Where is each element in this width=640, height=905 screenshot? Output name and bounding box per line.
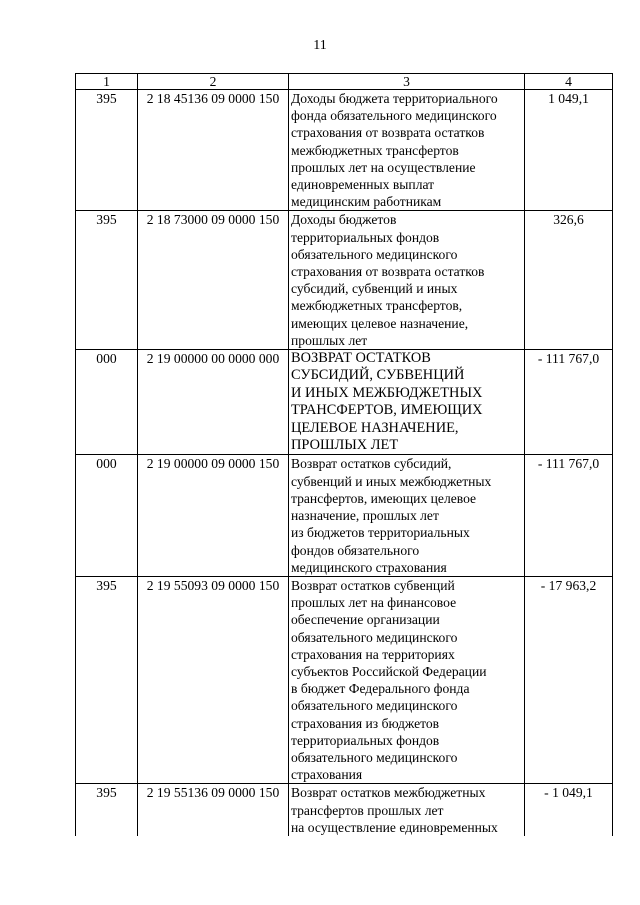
budget-classification-code-cell: 2 19 55136 09 0000 150 (138, 784, 289, 836)
revenue-name-line: ПРОШЛЫХ ЛЕТ (291, 437, 399, 454)
column-header-2: 2 (138, 74, 289, 90)
revenue-name-line: территориальных фондов (291, 229, 440, 245)
amount-cell: - 17 963,2 (525, 576, 613, 783)
admin-code-cell: 395 (76, 90, 138, 211)
revenue-name-line: обязательного медицинского (291, 749, 458, 765)
revenue-name-line: из бюджетов территориальных (291, 525, 470, 541)
table-row (76, 211, 613, 350)
revenue-name-line: назначение, прошлых лет (291, 508, 439, 524)
table-row (76, 784, 613, 836)
revenue-name-line: трансфертов, имеющих целевое (291, 490, 477, 506)
amount-cell: - 111 767,0 (525, 350, 613, 455)
revenue-name-line: Возврат остатков субсидий, (291, 456, 452, 472)
revenue-name-line: обязательного медицинского (291, 629, 458, 645)
budget-classification-code-cell: 2 19 00000 09 0000 150 (138, 455, 289, 576)
revenue-name-line: прошлых лет на финансовое (291, 595, 457, 611)
revenue-name-cell (289, 211, 525, 350)
revenue-name-line: ТРАНСФЕРТОВ, ИМЕЮЩИХ (291, 402, 483, 419)
revenue-name-line: прошлых лет на осуществление (291, 159, 476, 175)
revenue-name-line: Возврат остатков субвенций (291, 577, 455, 593)
revenue-name-cell (289, 455, 525, 576)
table-body (76, 90, 613, 836)
revenue-name-line: страхования от возврата остатков (291, 264, 485, 280)
revenue-name-line: межбюджетных трансфертов (291, 142, 459, 158)
table-row (76, 90, 613, 211)
revenue-name-line: СУБСИДИЙ, СУБВЕНЦИЙ (291, 367, 465, 384)
table-row (76, 455, 613, 576)
revenue-name-line: И ИНЫХ МЕЖБЮДЖЕТНЫХ (291, 384, 483, 401)
admin-code-cell: 000 (76, 455, 138, 576)
revenue-name-line: страхования из бюджетов (291, 715, 440, 731)
revenue-name-line: Доходы бюджета территориального (291, 91, 498, 106)
admin-code-cell: 000 (76, 350, 138, 455)
budget-classification-code-cell: 2 19 00000 00 0000 000 (138, 350, 289, 455)
revenue-name-line: страхования от возврата остатков (291, 125, 485, 141)
admin-code-cell: 395 (76, 784, 138, 836)
revenue-name-line: на осуществление единовременных (291, 819, 498, 835)
revenue-name-line: имеющих целевое назначение, (291, 315, 469, 331)
revenue-name-line: обязательного медицинского (291, 246, 458, 262)
revenue-name-line: страхования на территориях (291, 646, 455, 662)
revenue-name-line: Возврат остатков межбюджетных (291, 785, 486, 801)
revenue-name-line: трансфертов прошлых лет (291, 802, 444, 818)
revenue-name-cell (289, 350, 525, 455)
revenue-name-line: единовременных выплат (291, 177, 435, 193)
page-number: 11 (313, 38, 327, 53)
revenue-name-line: в бюджет Федерального фонда (291, 681, 470, 697)
amount-cell: - 111 767,0 (525, 455, 613, 576)
revenue-name-line: субвенций и иных межбюджетных (291, 473, 492, 489)
budget-classification-code-cell: 2 18 45136 09 0000 150 (138, 90, 289, 211)
budget-classification-code-cell: 2 18 73000 09 0000 150 (138, 211, 289, 350)
revenue-name-line: фонда обязательного медицинского (291, 108, 497, 124)
revenue-name-line: медицинского страхования (291, 559, 447, 575)
revenue-name-line: обязательного медицинского (291, 698, 458, 714)
revenue-name-cell (289, 784, 525, 836)
revenue-name-line: медицинским работникам (291, 194, 442, 210)
table-header-row (76, 74, 613, 90)
revenue-name-line: прошлых лет (291, 332, 368, 348)
table-row (76, 350, 613, 455)
revenue-name-line: субъектов Российской Федерации (291, 663, 487, 679)
table-row (76, 576, 613, 783)
revenue-name-cell (289, 576, 525, 783)
amount-cell: 1 049,1 (525, 90, 613, 211)
revenue-name-line: обеспечение организации (291, 612, 440, 628)
budget-classification-code-cell: 2 19 55093 09 0000 150 (138, 576, 289, 783)
revenue-name-line: страхования (291, 767, 363, 783)
revenue-name-line: ЦЕЛЕВОЕ НАЗНАЧЕНИЕ, (291, 419, 459, 436)
admin-code-cell: 395 (76, 211, 138, 350)
revenue-name-line: ВОЗВРАТ ОСТАТКОВ (291, 350, 431, 367)
revenue-name-line: субсидий, субвенций и иных (291, 281, 458, 297)
revenue-name-cell (289, 90, 525, 211)
revenue-name-line: фондов обязательного (291, 542, 420, 558)
revenue-name-line: межбюджетных трансфертов, (291, 298, 463, 314)
column-header-3: 3 (289, 74, 525, 90)
revenue-name-line: Доходы бюджетов (291, 212, 397, 228)
budget-revenue-table (75, 73, 613, 836)
column-header-1: 1 (76, 74, 138, 90)
column-header-4: 4 (525, 74, 613, 90)
amount-cell: 326,6 (525, 211, 613, 350)
revenue-name-line: территориальных фондов (291, 732, 440, 748)
admin-code-cell: 395 (76, 576, 138, 783)
amount-cell: - 1 049,1 (525, 784, 613, 836)
